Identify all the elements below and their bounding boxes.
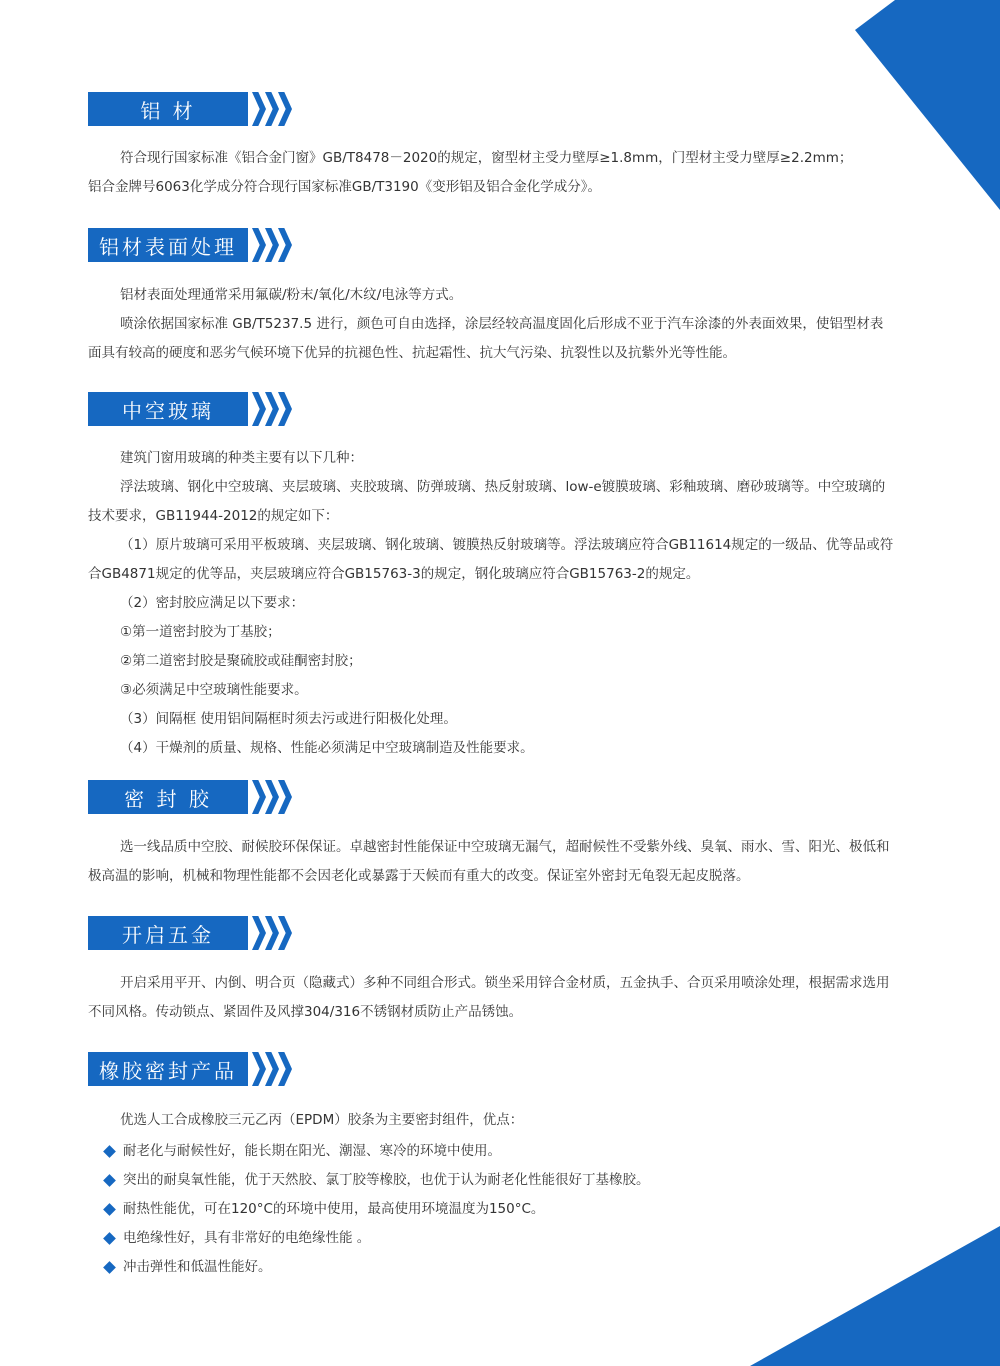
chevron-right-icon (265, 1052, 279, 1086)
list-item-text: 冲击弹性和低温性能好。 (123, 1259, 272, 1275)
chevron-right-icon (265, 92, 279, 126)
section-body (88, 969, 896, 1027)
paragraph: 喷涂依据国家标准 GB/T5237.5 进行，颜色可自由选择，涂层经较高温度固化后形成不亚于汽车涂漆的外表面效果，使铝型材表面具有较高的硬度和恶劣气候环境下优异的抗褪色性、抗起霜性、抗大气污染、抗裂性以及抗紫外光等性能。 (88, 316, 884, 361)
section-title: 密 封 胶 (88, 780, 248, 814)
section-body (88, 1106, 896, 1135)
chevron-right-icon (278, 392, 292, 426)
list-item (105, 1137, 895, 1166)
paragraph: 铝材表面处理通常采用氟碳/粉末/氧化/木纹/电泳等方式。 (120, 287, 463, 303)
section-title: 中空玻璃 (88, 392, 248, 426)
chevron-right-icon (278, 780, 292, 814)
paragraph: 浮法玻璃、钢化中空玻璃、夹层玻璃、夹胶玻璃、防弹玻璃、热反射玻璃、low-e镀膜玻璃、彩釉玻璃、磨砂玻璃等。中空玻璃的技术要求，GB11944-2012的规定如下： (88, 479, 886, 524)
diamond-bullet-icon (103, 1261, 116, 1274)
chevron-right-icon (265, 780, 279, 814)
section-aluminum (0, 92, 1000, 195)
list-item-text: 耐热性能优，可在120°C的环境中使用，最高使用环境温度为150°C。 (123, 1201, 545, 1217)
diamond-bullet-icon (103, 1174, 116, 1187)
paragraph: 铝合金牌号6063化学成分符合现行国家标准GB/T3190《变形铝及铝合金化学成分》。 (88, 179, 601, 195)
section-body (88, 144, 896, 202)
chevron-right-icon (278, 1052, 292, 1086)
paragraph: ③必须满足中空玻璃性能要求。 (120, 682, 308, 698)
list-item-text: 电绝缘性好，具有非常好的电绝缘性能 。 (123, 1230, 371, 1246)
chevron-right-icon (265, 228, 279, 262)
section-insulating-glass (0, 392, 1000, 756)
paragraph: （1）原片玻璃可采用平板玻璃、夹层玻璃、钢化玻璃、镀膜热反射玻璃等。浮法玻璃应符合GB11614规定的一级品、优等品或符合GB4871规定的优等品，夹层玻璃应符合GB15763-3的规定，钢化玻璃应符合GB15763-2的规定。 (88, 537, 894, 582)
list-item (105, 1195, 895, 1224)
chevron-right-icon (252, 228, 266, 262)
chevron-right-icon (265, 392, 279, 426)
chevron-right-icon (252, 1052, 266, 1086)
paragraph: （2）密封胶应满足以下要求： (120, 595, 305, 611)
section-header (0, 92, 1000, 126)
chevron-right-icon (265, 916, 279, 950)
section-title: 开启五金 (88, 916, 248, 950)
chevron-right-icon (278, 916, 292, 950)
section-surface-treatment (0, 228, 1000, 361)
section-body (88, 833, 896, 891)
section-title: 铝 材 (88, 92, 248, 126)
list-item (105, 1224, 895, 1253)
section-header (0, 392, 1000, 426)
paragraph: ①第一道密封胶为丁基胶； (120, 624, 281, 640)
section-header (0, 1052, 1000, 1086)
chevron-right-icon (278, 228, 292, 262)
section-body (88, 281, 896, 368)
list-item-text: 突出的耐臭氧性能，优于天然胶、氯丁胶等橡胶，也优于认为耐老化性能很好丁基橡胶。 (123, 1172, 650, 1188)
diamond-bullet-icon (103, 1232, 116, 1245)
paragraph: ②第二道密封胶是聚硫胶或硅酮密封胶； (120, 653, 362, 669)
chevron-right-icon (278, 92, 292, 126)
bullet-list (105, 1137, 895, 1282)
paragraph: 符合现行国家标准《铝合金门窗》GB/T8478－2020的规定，窗型材主受力壁厚≥1.8mm，门型材主受力壁厚≥2.2mm； (120, 150, 853, 166)
section-title: 橡胶密封产品 (88, 1052, 248, 1086)
section-header (0, 916, 1000, 950)
list-item-text: 耐老化与耐候性好，能长期在阳光、潮湿、寒冷的环境中使用。 (123, 1143, 501, 1159)
chevron-right-icon (252, 916, 266, 950)
chevron-right-icon (252, 392, 266, 426)
list-item (105, 1253, 895, 1282)
paragraph: 优选人工合成橡胶三元乙丙（EPDM）胶条为主要密封组件，优点： (120, 1112, 524, 1128)
section-sealant (0, 780, 1000, 884)
section-hardware (0, 916, 1000, 1020)
list-item (105, 1166, 895, 1195)
diamond-bullet-icon (103, 1145, 116, 1158)
paragraph: 开启采用平开、内倒、明合页（隐藏式）多种不同组合形式。锁坐采用锌合金材质，五金执手、合页采用喷涂处理，根据需求选用不同风格。传动锁点、紧固件及风撑304/316不锈钢材质防止产品锈蚀。 (88, 975, 890, 1020)
chevron-right-icon (252, 780, 266, 814)
section-rubber-seal (0, 1052, 1000, 1275)
paragraph: 选一线品质中空胶、耐候胶环保保证。卓越密封性能保证中空玻璃无漏气，超耐候性不受紫外线、臭氧、雨水、雪、阳光、极低和极高温的影响，机械和物理性能都不会因老化或暴露于天候而有重大的改变。保证室外密封无龟裂无起皮脱落。 (88, 839, 890, 884)
section-header (0, 780, 1000, 814)
chevron-right-icon (252, 92, 266, 126)
section-header (0, 228, 1000, 262)
paragraph: （4）干燥剂的质量、规格、性能必须满足中空玻璃制造及性能要求。 (120, 740, 534, 756)
section-body (88, 444, 896, 763)
paragraph: （3）间隔框 使用铝间隔框时须去污或进行阳极化处理。 (120, 711, 457, 727)
section-title: 铝材表面处理 (88, 228, 248, 262)
paragraph: 建筑门窗用玻璃的种类主要有以下几种： (120, 450, 363, 466)
diamond-bullet-icon (103, 1203, 116, 1216)
